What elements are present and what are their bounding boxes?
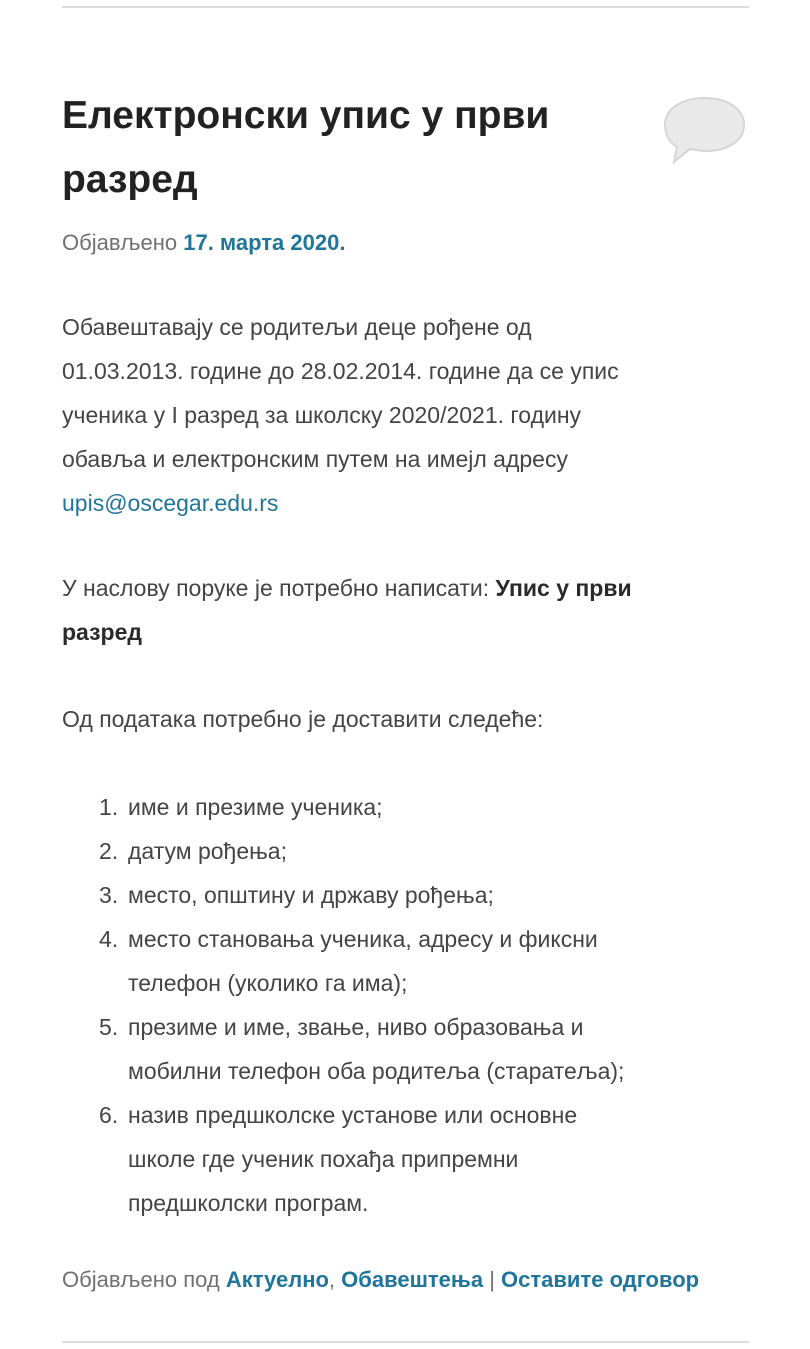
subject-bold-part2: разред xyxy=(62,619,142,645)
paragraph-intro-line2: 01.03.2013. године до 28.02.2014. године да се упис xyxy=(62,358,619,384)
category-comma: , xyxy=(328,1267,342,1292)
list-item xyxy=(62,785,742,829)
list-item-number: 4. xyxy=(99,926,119,952)
paragraph-subject-line1 xyxy=(62,566,752,610)
subject-bold-part1: Упис у први xyxy=(495,575,632,601)
required-data-list xyxy=(62,785,742,1225)
list-item xyxy=(62,1005,742,1093)
subject-instruction-text: У наслову поруке је потребно написати: xyxy=(62,575,496,601)
list-item-text: школе где ученик похађа припремни xyxy=(128,1146,519,1172)
email-link[interactable]: upis@oscegar.edu.rs xyxy=(62,490,279,516)
post-footer-meta xyxy=(62,1263,699,1297)
list-item-number: 3. xyxy=(99,882,119,908)
list-item-text: презиме и име, звање, ниво образовања и xyxy=(128,1014,584,1040)
post-title-line1[interactable]: Електронски упис у први xyxy=(62,94,550,137)
list-item-text: место, општину и државу рођења; xyxy=(128,882,494,908)
list-item-text: назив предшколске установе или основне xyxy=(128,1102,578,1128)
paragraph-intro xyxy=(62,305,727,525)
comments-link[interactable] xyxy=(660,94,750,166)
category-link-obavestenja[interactable]: Обавештења xyxy=(341,1267,484,1292)
paragraph-subject xyxy=(62,566,752,654)
list-item-text: телефон (уколико га има); xyxy=(128,970,408,996)
list-item xyxy=(62,917,742,1005)
list-item-text: датум рођења; xyxy=(128,838,287,864)
list-item-number: 6. xyxy=(99,1102,119,1128)
list-item-text: место становања ученика, адресу и фиксни xyxy=(128,926,598,952)
comment-bubble-icon[interactable] xyxy=(660,94,750,166)
post-title[interactable] xyxy=(62,84,622,212)
list-item xyxy=(62,829,742,873)
paragraph-intro-line1: Обавештавају се родитељи деце рођене од xyxy=(62,314,532,340)
footer-prefix: Објављено под xyxy=(62,1267,226,1292)
list-item-number: 1. xyxy=(99,794,119,820)
bottom-divider xyxy=(62,1341,749,1343)
paragraph-intro-line3: ученика у I разред за школску 2020/2021. годину xyxy=(62,402,582,428)
leave-reply-link[interactable]: Оставите одговор xyxy=(501,1267,700,1292)
list-item-text: предшколски програм. xyxy=(128,1190,369,1216)
top-divider xyxy=(62,6,749,8)
list-item-number: 2. xyxy=(99,838,119,864)
list-item xyxy=(62,1093,742,1225)
list-item-text: мобилни телефон оба родитеља (старатеља); xyxy=(128,1058,625,1084)
footer-separator: | xyxy=(483,1267,502,1292)
post-meta xyxy=(62,226,345,260)
post-date-link[interactable]: 17. марта 2020. xyxy=(183,230,346,255)
meta-prefix: Објављено xyxy=(62,230,178,255)
paragraph-intro-line4: обавља и електронским путем на имејл адресу xyxy=(62,446,568,472)
list-item-number: 5. xyxy=(99,1014,119,1040)
list-item xyxy=(62,873,742,917)
paragraph-required-data: Од података потребно је доставити следеће: xyxy=(62,706,544,732)
post-title-line2[interactable]: разред xyxy=(62,158,198,201)
category-link-aktuelno[interactable]: Актуелно xyxy=(225,1267,329,1292)
list-item-text: име и презиме ученика; xyxy=(128,794,383,820)
